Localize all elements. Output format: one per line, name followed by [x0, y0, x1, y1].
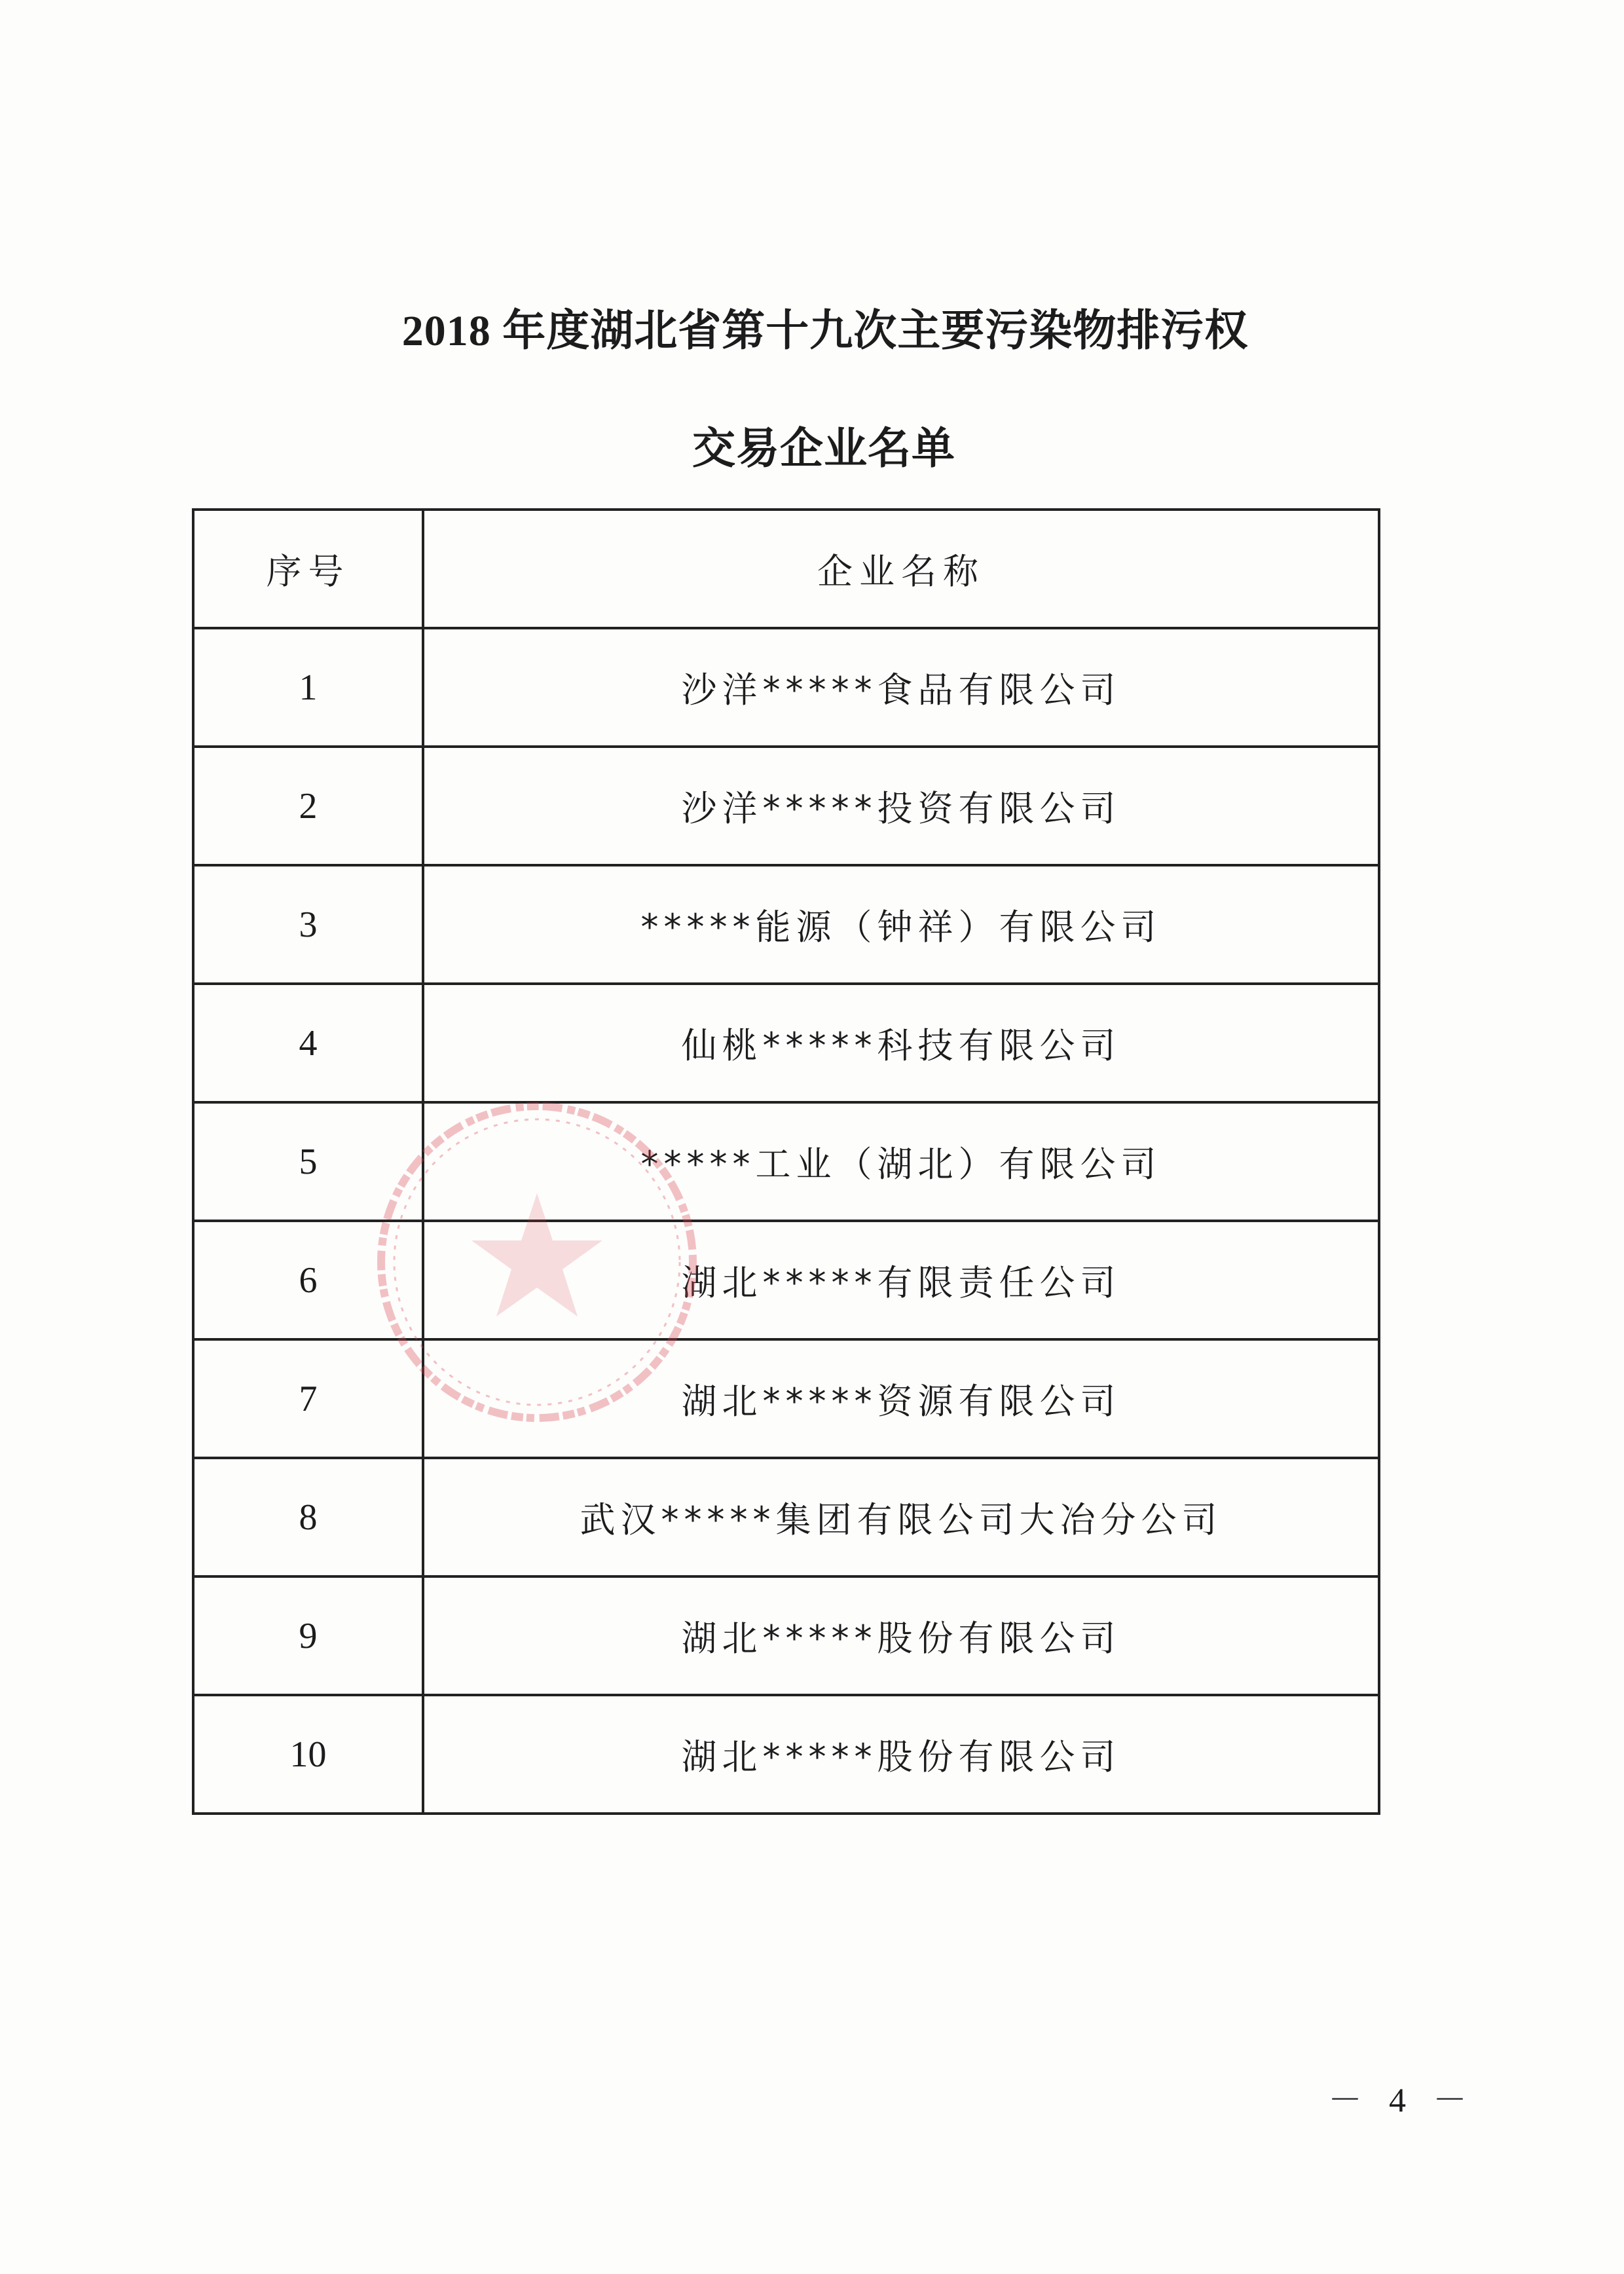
page-number: － 4 － [1328, 2082, 1477, 2119]
table-header-row [193, 510, 1379, 628]
table-row [193, 865, 1379, 984]
table-row [193, 1458, 1379, 1576]
company-list-table [192, 508, 1380, 1815]
table-row [193, 1576, 1379, 1695]
table-cell-no: 3 [193, 865, 423, 984]
table-cell-name: 湖北*****股份有限公司 [423, 1695, 1379, 1814]
table-row [193, 1695, 1379, 1814]
table-cell-no: 9 [193, 1576, 423, 1695]
table-row [193, 628, 1379, 747]
table-cell-name: 湖北*****有限责任公司 [423, 1221, 1379, 1339]
table-row [193, 1221, 1379, 1339]
table-cell-name: 武汉*****集团有限公司大冶分公司 [423, 1458, 1379, 1576]
table-cell-name: 湖北*****股份有限公司 [423, 1576, 1379, 1695]
table-row [193, 1102, 1379, 1221]
table-cell-name: 仙桃*****科技有限公司 [423, 984, 1379, 1102]
table-cell-no: 10 [193, 1695, 423, 1814]
table-cell-name: *****工业（湖北）有限公司 [423, 1102, 1379, 1221]
table-cell-no: 1 [193, 628, 423, 747]
header-serial-number: 序号 [193, 510, 423, 628]
table-cell-no: 2 [193, 747, 423, 865]
table-cell-name: 沙洋*****投资有限公司 [423, 747, 1379, 865]
table-row [193, 984, 1379, 1102]
table-cell-name: 湖北*****资源有限公司 [423, 1339, 1379, 1458]
table-cell-no: 7 [193, 1339, 423, 1458]
table-row [193, 747, 1379, 865]
table-cell-no: 8 [193, 1458, 423, 1576]
table-cell-name: *****能源（钟祥）有限公司 [423, 865, 1379, 984]
table-cell-no: 6 [193, 1221, 423, 1339]
document-title-line-1: 2018 年度湖北省第十九次主要污染物排污权 [401, 307, 1249, 355]
document-title-line-2: 交易企业名单 [692, 425, 955, 473]
header-company-name: 企业名称 [423, 510, 1379, 628]
table-cell-no: 4 [193, 984, 423, 1102]
table-cell-name: 沙洋*****食品有限公司 [423, 628, 1379, 747]
table-row [193, 1339, 1379, 1458]
table-cell-no: 5 [193, 1102, 423, 1221]
